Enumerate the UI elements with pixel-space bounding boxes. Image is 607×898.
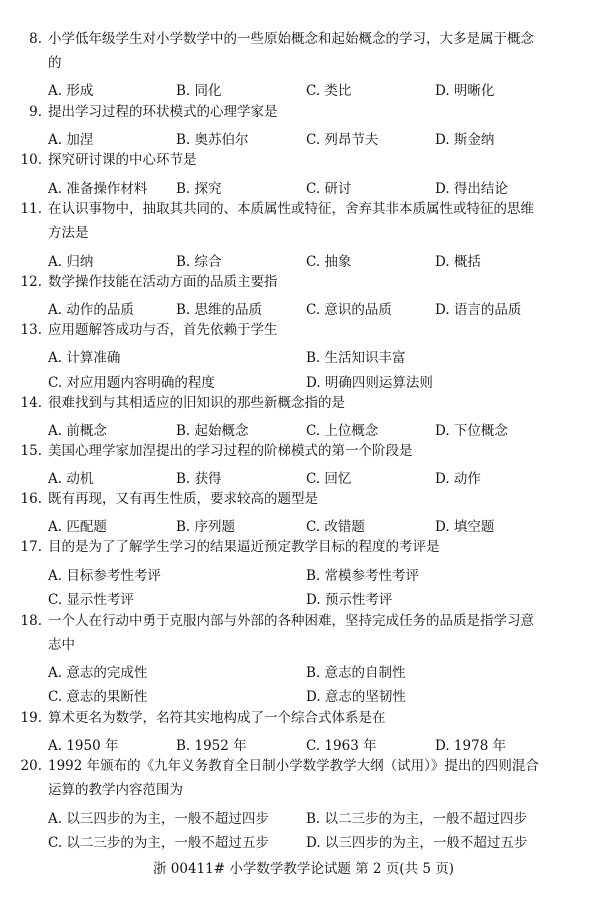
question-stem: 很难找到与其相适应的旧知识的那些新概念指的是 bbox=[48, 395, 345, 411]
question-stem: 一个人在行动中勇于克服内部与外部的各种困难，坚持完成任务的品质是指学习意 志中 bbox=[48, 613, 534, 653]
question-stem: 数学操作技能在活动方面的品质主要指 bbox=[48, 274, 278, 290]
option-d: D. 下位概念 bbox=[435, 423, 508, 439]
option-c: C. 1963 年 bbox=[306, 738, 377, 754]
question-stem: 目的是为了了解学生学习的结果逼近预定教学目标的程度的考评是 bbox=[48, 539, 440, 555]
option-b: B. 同化 bbox=[176, 83, 222, 99]
option-d: D. 概括 bbox=[435, 254, 481, 270]
option-a: A. 计算准确 bbox=[48, 350, 121, 366]
option-d: D. 动作 bbox=[435, 471, 481, 487]
question-number: 20. bbox=[20, 758, 42, 774]
option-a: A. 动机 bbox=[48, 471, 94, 487]
option-c: C. 回忆 bbox=[306, 471, 352, 487]
option-a: A. 准备操作材料 bbox=[48, 181, 148, 197]
option-a: A. 1950 年 bbox=[48, 738, 119, 754]
question-number: 15. bbox=[20, 443, 42, 459]
question-number: 17. bbox=[20, 539, 42, 555]
option-d: D. 填空题 bbox=[435, 519, 495, 535]
option-b: B. 奥苏伯尔 bbox=[176, 132, 249, 148]
option-a: A. 意志的完成性 bbox=[48, 665, 148, 681]
option-d: D. 明确四则运算法则 bbox=[306, 375, 433, 391]
option-a: A. 动作的品质 bbox=[48, 302, 134, 318]
option-d: D. 以三四步的为主，一般不超过五步 bbox=[306, 835, 528, 851]
option-d: D. 1978 年 bbox=[435, 738, 507, 754]
option-c: C. 意志的果断性 bbox=[48, 689, 148, 705]
question-stem: 美国心理学家加涅提出的学习过程的阶梯模式的第一个阶段是 bbox=[48, 443, 413, 459]
question-stem: 小学低年级学生对小学数学中的一些原始概念和起始概念的学习，大多是属于概念 的 bbox=[48, 31, 534, 71]
question-number: 12. bbox=[20, 274, 42, 290]
option-d: D. 明晰化 bbox=[435, 83, 495, 99]
question-stem: 既有再现，又有再生性质，要求较高的题型是 bbox=[48, 491, 318, 507]
question-number: 11. bbox=[20, 201, 42, 217]
option-b: B. 常模参考性考评 bbox=[306, 568, 420, 584]
question-stem: 提出学习过程的环状模式的心理学家是 bbox=[48, 104, 278, 120]
question-stem: 1992 年颁布的《九年义务教育全日制小学数学教学大纲（试用）》提出的四则混合 运算的教学内容范围为 bbox=[48, 758, 539, 798]
question-stem: 探究研讨课的中心环节是 bbox=[48, 152, 197, 168]
question-number: 13. bbox=[20, 322, 42, 338]
question-stem: 应用题解答成功与否，首先依赖于学生 bbox=[48, 322, 278, 338]
option-b: B. 序列题 bbox=[176, 519, 236, 535]
question-number: 18. bbox=[20, 613, 42, 629]
option-d: D. 语言的品质 bbox=[435, 302, 522, 318]
option-b: B. 1952 年 bbox=[176, 738, 247, 754]
option-c: C. 改错题 bbox=[306, 519, 365, 535]
option-b: B. 起始概念 bbox=[176, 423, 249, 439]
option-b: B. 生活知识丰富 bbox=[306, 350, 406, 366]
option-d: D. 得出结论 bbox=[435, 181, 508, 197]
option-c: C. 研讨 bbox=[306, 181, 352, 197]
option-a: A. 归纳 bbox=[48, 254, 94, 270]
option-a: A. 以三四步的为主，一般不超过四步 bbox=[48, 811, 269, 827]
option-c: C. 对应用题内容明确的程度 bbox=[48, 375, 215, 391]
option-b: B. 意志的自制性 bbox=[306, 665, 406, 681]
question-number: 10. bbox=[20, 152, 42, 168]
question-stem: 在认识事物中，抽取其共同的、本质属性或特征，舍弃其非本质属性或特征的思维 方法是 bbox=[48, 201, 534, 241]
option-d: D. 意志的坚韧性 bbox=[306, 689, 406, 705]
option-a: A. 目标参考性考评 bbox=[48, 568, 161, 584]
question-number: 8. bbox=[29, 31, 42, 47]
option-c: C. 上位概念 bbox=[306, 423, 379, 439]
question-number: 19. bbox=[20, 710, 42, 726]
option-b: B. 获得 bbox=[176, 471, 222, 487]
option-b: B. 综合 bbox=[176, 254, 222, 270]
option-a: A. 前概念 bbox=[48, 423, 107, 439]
option-d: D. 斯金纳 bbox=[435, 132, 495, 148]
question-number: 9. bbox=[29, 104, 42, 120]
option-a: A. 形成 bbox=[48, 83, 94, 99]
option-a: A. 加涅 bbox=[48, 132, 94, 148]
option-c: C. 以二三步的为主，一般不超过五步 bbox=[48, 835, 269, 851]
option-d: D. 预示性考评 bbox=[306, 592, 393, 608]
option-c: C. 意识的品质 bbox=[306, 302, 392, 318]
option-b: B. 以二三步的为主，一般不超过四步 bbox=[306, 811, 528, 827]
option-c: C. 列昂节夫 bbox=[306, 132, 379, 148]
option-c: C. 类比 bbox=[306, 83, 352, 99]
option-b: B. 思维的品质 bbox=[176, 302, 263, 318]
option-c: C. 抽象 bbox=[306, 254, 352, 270]
question-stem: 算术更名为数学，名符其实地构成了一个综合式体系是在 bbox=[48, 710, 386, 726]
question-number: 16. bbox=[20, 491, 42, 507]
option-c: C. 显示性考评 bbox=[48, 592, 134, 608]
page-footer: 浙 00411# 小学数学教学论试题 第 2 页(共 5 页) bbox=[152, 861, 454, 877]
option-a: A. 匹配题 bbox=[48, 519, 107, 535]
question-number: 14. bbox=[20, 395, 42, 411]
option-b: B. 探究 bbox=[176, 181, 222, 197]
